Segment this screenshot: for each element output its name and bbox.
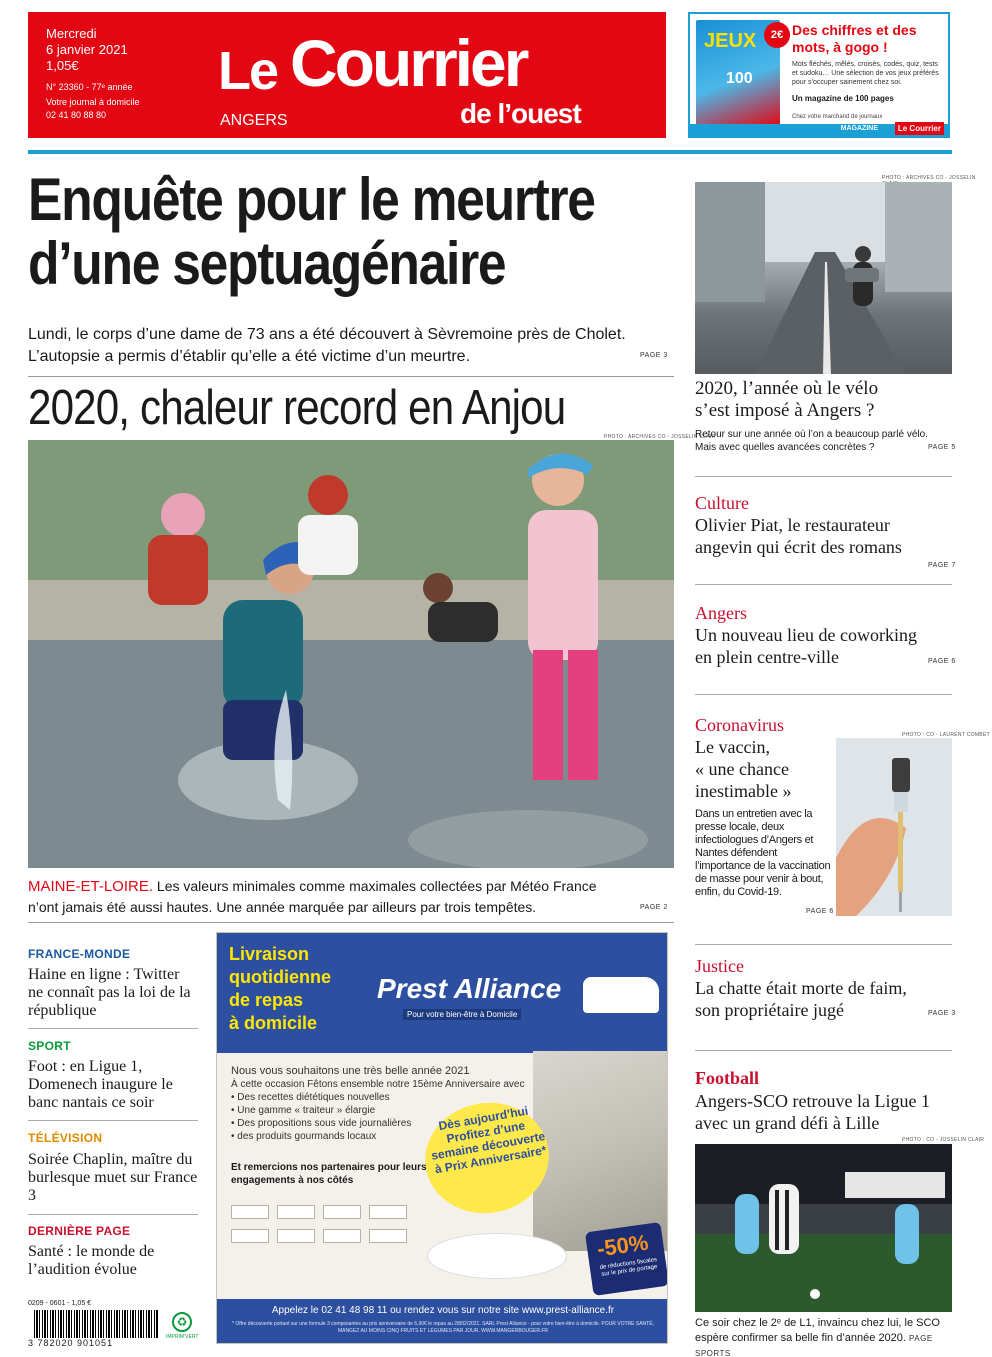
magazine-cover-number: 100 bbox=[726, 70, 753, 87]
promo-bar bbox=[690, 124, 948, 136]
ad-brand-sub: Pour votre bien-être à Domicile bbox=[403, 1009, 521, 1020]
partner-logo bbox=[231, 1205, 269, 1219]
lead-text-line1: Lundi, le corps d’une dame de 73 ans a été découvert à Sèvremoine près de Cholet. bbox=[28, 326, 626, 343]
football-line2: avec un grand défi à Lille bbox=[695, 1113, 880, 1133]
logo-courrier: Courrier bbox=[290, 26, 527, 100]
ad-title-line1: Livraison bbox=[229, 944, 310, 964]
cyclist-street-illustration bbox=[695, 182, 952, 374]
lead-headline-line1: Enquête pour le meurtre bbox=[28, 166, 595, 233]
second-page-ref[interactable]: PAGE 2 bbox=[640, 904, 668, 911]
ad-thanks: Et remercions nos partenaires pour leurs engagements à nos côtés bbox=[231, 1162, 427, 1186]
masthead bbox=[28, 12, 666, 138]
bike-text-line1: Retour sur une année où l’on a beaucoup parlé vélo. bbox=[695, 429, 928, 440]
magazine-promo[interactable] bbox=[688, 12, 950, 138]
children-fountain-illustration bbox=[28, 440, 674, 868]
brief-sport[interactable]: Foot : en Ligue 1, Domenech inaugure le banc nantais ce soir bbox=[28, 1058, 173, 1111]
divider bbox=[28, 376, 674, 377]
barcode-bars bbox=[34, 1310, 158, 1338]
ad-call[interactable]: Appelez le 02 41 48 98 11 ou rendez vous sur notre site www.prest-alliance.fr bbox=[271, 1305, 615, 1316]
prest-alliance-ad[interactable] bbox=[216, 932, 668, 1344]
football-line1: Angers-SCO retrouve la Ligue 1 bbox=[695, 1091, 930, 1111]
partner-logo bbox=[323, 1229, 361, 1243]
brief-category-sport[interactable]: SPORT bbox=[28, 1039, 71, 1053]
brief-category-television[interactable]: TÉLÉVISION bbox=[28, 1131, 103, 1145]
football-headline[interactable] bbox=[695, 1090, 952, 1134]
brief-category-france-monde[interactable]: FRANCE-MONDE bbox=[28, 947, 131, 961]
partner-logo bbox=[277, 1205, 315, 1219]
vaccine-photo[interactable] bbox=[836, 738, 952, 916]
ad-title-line2: quotidienne bbox=[229, 967, 331, 987]
children-fountain-photo[interactable] bbox=[28, 440, 674, 868]
coronavirus-category[interactable]: Coronavirus bbox=[695, 715, 784, 735]
meal-plate-photo bbox=[427, 1233, 567, 1279]
bike-headline[interactable] bbox=[695, 378, 952, 422]
imprim-vert-label: IMPRIM’VERT bbox=[166, 1334, 199, 1340]
ad-title bbox=[229, 943, 331, 1035]
corona-line3: inestimable » bbox=[695, 781, 792, 801]
discount-text: de réductions fiscales sur le prix de portage bbox=[599, 1257, 658, 1278]
ad-offer-text: Dès aujourd’hui Profitez d’une semaine découverte à Prix Anniversaire* bbox=[430, 1103, 548, 1177]
ad-bullet: • Une gamme « traiteur » élargie bbox=[231, 1105, 376, 1116]
angers-page-ref[interactable]: PAGE 6 bbox=[928, 658, 956, 665]
magazine-cover-word: JEUX bbox=[704, 30, 757, 52]
caption-line1: Les valeurs minimales comme maximales collectées par Météo France bbox=[153, 878, 597, 894]
barcode-number: 3 782020 901051 bbox=[28, 1338, 114, 1348]
second-headline[interactable]: 2020, chaleur record en Anjou bbox=[28, 381, 566, 435]
day: Mercredi bbox=[46, 26, 97, 41]
lead-page-ref[interactable]: PAGE 3 bbox=[640, 352, 668, 359]
home-delivery bbox=[46, 96, 140, 122]
divider bbox=[28, 1214, 198, 1215]
home-delivery-label: Votre journal à domicile bbox=[46, 97, 140, 107]
photo-credit: PHOTO : ARCHIVES CO - JOSSELIN CLAIR bbox=[604, 434, 716, 440]
culture-line2: angevin qui écrit des romans bbox=[695, 537, 902, 557]
ad-bullet: • des produits gourmands locaux bbox=[231, 1131, 377, 1142]
bike-text-line2: Mais avec quelles avancées concrètes ? bbox=[695, 442, 875, 453]
promo-where: Chez votre marchand de journaux bbox=[792, 114, 883, 120]
bike-page-ref[interactable]: PAGE 5 bbox=[928, 444, 956, 451]
ad-wish: Nous vous souhaitons une très belle année 2021 bbox=[231, 1065, 470, 1077]
football-caption bbox=[695, 1316, 953, 1357]
logo-ouest: de l’ouest bbox=[460, 98, 581, 129]
ad-title-line4: à domicile bbox=[229, 1013, 318, 1033]
angers-line2: en plein centre-ville bbox=[695, 647, 839, 667]
header-rule bbox=[28, 150, 952, 154]
brief-derniere-page[interactable]: Santé : le monde de l’audition évolue bbox=[28, 1243, 155, 1278]
promo-title: Des chiffres et des mots, à gogo ! bbox=[792, 22, 917, 55]
divider bbox=[695, 476, 952, 477]
brief-category-derniere-page[interactable]: DERNIÈRE PAGE bbox=[28, 1224, 131, 1238]
bike-headline-line2: s’est imposé à Angers ? bbox=[695, 400, 875, 421]
delivery-van-icon bbox=[583, 977, 659, 1013]
ad-title-line3: de repas bbox=[229, 990, 304, 1010]
promo-magazine-label: MAGAZINE bbox=[840, 125, 878, 132]
price-badge: 2€ bbox=[764, 22, 790, 48]
football-category[interactable]: Football bbox=[695, 1068, 760, 1088]
bike-headline-line1: 2020, l’année où le vélo bbox=[695, 378, 879, 399]
lead-headline-line2: d’une septuagénaire bbox=[28, 230, 506, 297]
ad-bullet: • Des propositions sous vide journalières bbox=[231, 1118, 412, 1129]
culture-page-ref[interactable]: PAGE 7 bbox=[928, 562, 956, 569]
partner-logos bbox=[231, 1195, 411, 1255]
vaccine-syringe-illustration bbox=[836, 738, 952, 916]
lead-headline[interactable] bbox=[28, 166, 595, 297]
ad-service: un service pour tous bbox=[497, 1033, 616, 1047]
brief-france-monde[interactable]: Haine en ligne : Twitter ne connaît pas la loi de la république bbox=[28, 966, 191, 1019]
logo-le: Le bbox=[218, 41, 278, 101]
ad-legal: * Offre découverte portant sur une formule 3 composantes au prix anniversaire de 6,90€ le repas au 28/02/2021. SARL Prest Alliance - pour votre bien-être à domicile. POUR VOTRE SANTÉ, MANGEZ AU MOINS CINQ FRUITS ET LÉGUMES PAR JOUR. WWW.MANGERBOUGER.FR bbox=[232, 1321, 654, 1334]
divider bbox=[28, 1120, 198, 1121]
promo-subtitle: Un magazine de 100 pages bbox=[792, 94, 894, 103]
ad-anniversary: À cette occasion Fêtons ensemble notre 15ème Anniversaire avec bbox=[231, 1079, 525, 1090]
justice-headline[interactable] bbox=[695, 977, 952, 1021]
culture-category[interactable]: Culture bbox=[695, 493, 749, 513]
divider bbox=[695, 694, 952, 695]
elderly-woman-photo bbox=[533, 1051, 668, 1251]
edition-city: ANGERS bbox=[220, 112, 288, 129]
photo-caption bbox=[28, 876, 678, 917]
barcode-code: 0209 - 0601 - 1,05 € bbox=[28, 1300, 92, 1307]
caption-line2: n’ont jamais été aussi hautes. Une année marquée par ailleurs par trois tempêtes. bbox=[28, 899, 537, 915]
divider bbox=[28, 1028, 198, 1029]
barcode bbox=[28, 1300, 162, 1346]
caption-keyword: MAINE-ET-LOIRE. bbox=[28, 878, 154, 895]
promo-text: Mots fléchés, mêlés, croisés, codés, quiz, tests et sudoku… Une sélection de vos jeux préférés pour s’occuper sainement chez soi. bbox=[792, 61, 939, 86]
recycle-icon: ♻ bbox=[172, 1312, 192, 1332]
discount-value: -50% bbox=[595, 1229, 650, 1262]
lead-text bbox=[28, 324, 678, 368]
partner-logo bbox=[231, 1229, 269, 1243]
football-page-ref[interactable]: PAGE SPORTS bbox=[695, 1334, 933, 1357]
foot-caption-line2: espère confirmer sa belle fin d’année 2020. bbox=[695, 1332, 906, 1344]
foot-caption-line1: Ce soir chez le 2ᵉ de L1, invaincu chez lui, le SCO bbox=[695, 1317, 940, 1329]
lead-text-line2: L’autopsie a permis d’établir qu’elle a été victime d’un meurtre. bbox=[28, 348, 471, 365]
divider bbox=[695, 584, 952, 585]
corona-line2: « une chance bbox=[695, 759, 789, 779]
divider bbox=[28, 922, 674, 923]
bike-text bbox=[695, 428, 952, 454]
partner-logo bbox=[323, 1205, 361, 1219]
justice-line2: son propriétaire jugé bbox=[695, 1000, 844, 1020]
partner-logo bbox=[277, 1229, 315, 1243]
price: 1,05€ bbox=[46, 58, 79, 73]
culture-line1: Olivier Piat, le restaurateur bbox=[695, 515, 890, 535]
coronavirus-headline[interactable] bbox=[695, 736, 825, 802]
divider bbox=[695, 1050, 952, 1051]
divider bbox=[695, 944, 952, 945]
promo-logo: Le Courrier bbox=[895, 122, 944, 135]
angers-line1: Un nouveau lieu de coworking bbox=[695, 625, 917, 645]
issue-number: N° 23360 - 77ᵉ année bbox=[46, 82, 133, 92]
angers-headline[interactable] bbox=[695, 624, 952, 668]
angers-category[interactable]: Angers bbox=[695, 603, 747, 623]
coronavirus-text: Dans un entretien avec la presse locale, deux infectiologues d’Angers et Nantes défendent l’importance de la vaccination de masse pour venir à bout, enfin, du Covid-19. bbox=[695, 808, 831, 898]
coronavirus-page-ref[interactable]: PAGE 6 bbox=[806, 908, 834, 915]
date: 6 janvier 2021 bbox=[46, 42, 128, 57]
justice-page-ref[interactable]: PAGE 3 bbox=[928, 1010, 956, 1017]
justice-line1: La chatte était morte de faim, bbox=[695, 978, 907, 998]
vaccine-photo-credit: PHOTO : CO - LAURENT COMBET bbox=[902, 732, 990, 738]
cyclist-photo[interactable] bbox=[695, 182, 952, 374]
partner-logo bbox=[369, 1205, 407, 1219]
ad-brand: Prest Alliance bbox=[377, 973, 562, 1004]
football-photo-credit: PHOTO : CO - JOSSELIN CLAIR bbox=[902, 1137, 985, 1143]
football-photo[interactable] bbox=[695, 1144, 952, 1312]
bike-photo-credit: PHOTO : ARCHIVES CO - JOSSELIN bbox=[882, 175, 976, 181]
partner-logo bbox=[369, 1229, 407, 1243]
brief-television[interactable]: Soirée Chaplin, maître du burlesque muet sur France 3 bbox=[28, 1151, 198, 1204]
home-delivery-phone: 02 41 80 88 80 bbox=[46, 110, 107, 120]
ad-bullet: • Des recettes diététiques nouvelles bbox=[231, 1092, 390, 1103]
football-match-illustration bbox=[695, 1144, 952, 1312]
corona-line1: Le vaccin, bbox=[695, 737, 770, 757]
justice-category[interactable]: Justice bbox=[695, 956, 744, 976]
culture-headline[interactable] bbox=[695, 514, 952, 558]
masthead-date bbox=[46, 26, 128, 74]
